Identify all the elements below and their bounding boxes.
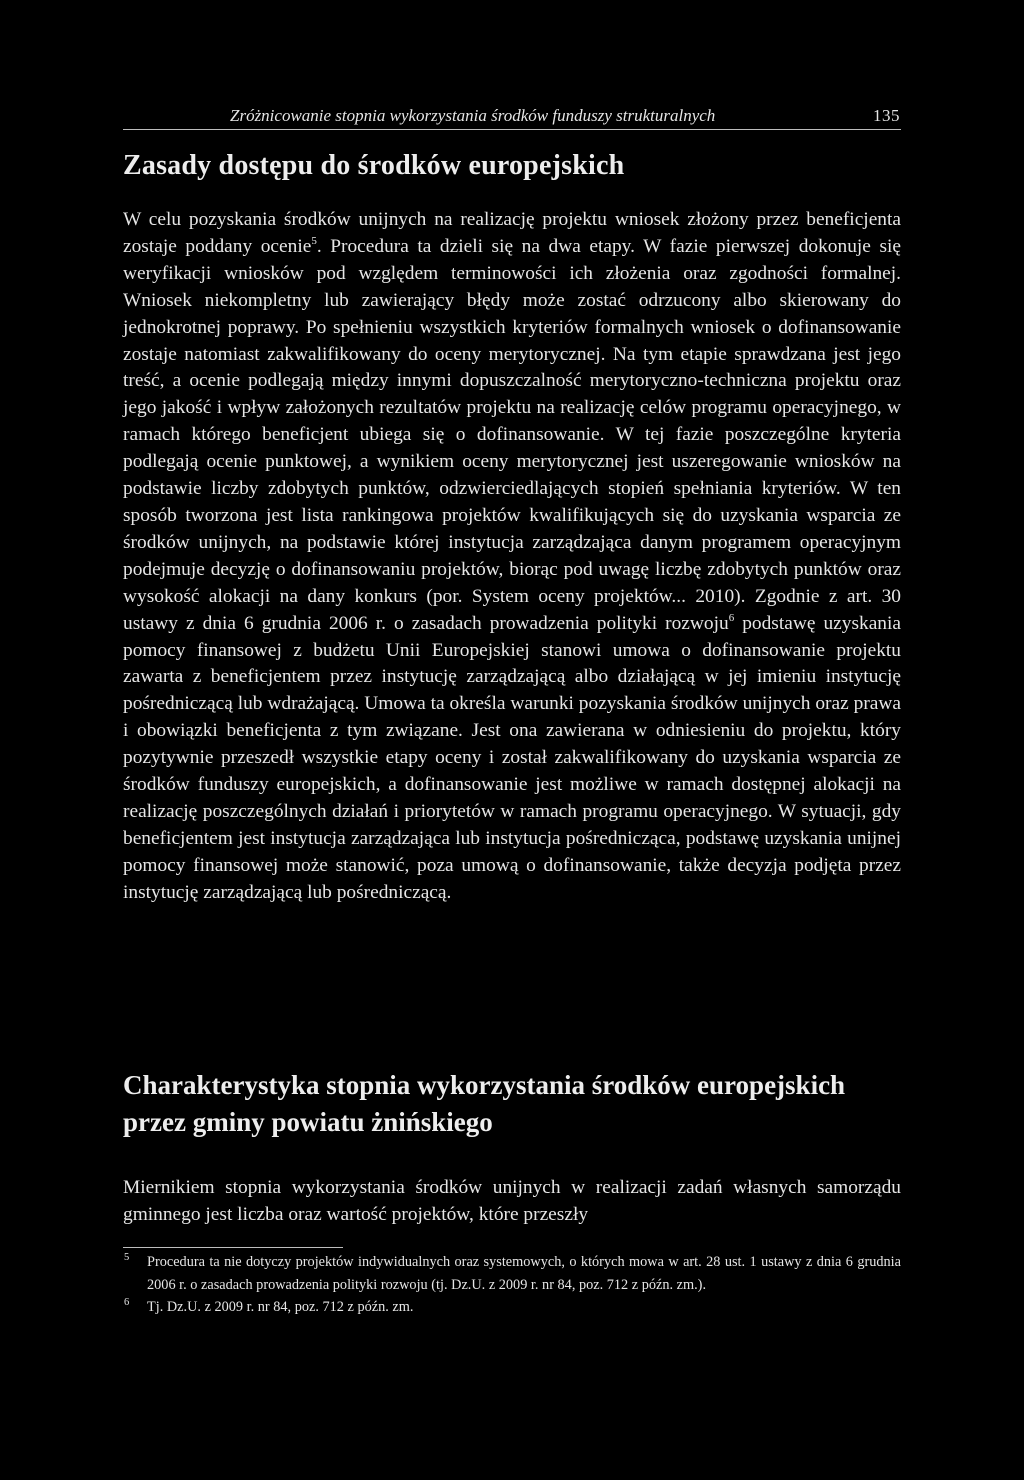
running-header (123, 103, 901, 130)
running-title: Zróżnicowanie stopnia wykorzystania środków funduszy strukturalnych (230, 106, 716, 125)
paragraph-text-part-2: . Procedura ta dzieli się na dwa etapy. W fazie pierwszej dokonuje się weryfikacji wniosków pod względem terminowości ich złożenia oraz zgodności formalnej. Wniosek niekompletny lub zawierający błędy może zostać odrzucony albo skierowany do jednokrotnej poprawy. Po spełnieniu wszystkich kryteriów formalnych wniosek o dofinansowanie zostaje natomiast zakwalifikowany do oceny merytorycznej. Na tym etapie sprawdzana jest jego treść, a ocenie podlegają między innymi dopuszczalność merytoryczno-techniczna projektu oraz jego jakość i wpływ założonych rezultatów projektu na realizację celów programu operacyjnego, w ramach którego beneficjent ubiega się o dofinansowanie. W tej fazie poszczególne kryteria podlegają ocenie punktowej, a wynikiem oceny merytorycznej jest uszeregowanie wniosków na podstawie liczby zdobytych punktów, odzwierciedlających stopień spełniania kryteriów. W ten sposób tworzona jest lista rankingowa projektów kwalifikujących się do uzyskania wsparcia ze środków unijnych, na podstawie której instytucja zarządzająca danym programem operacyjnym podejmuje decyzję o dofinansowaniu projektów, biorąc pod uwagę liczbę zdobytych punktów oraz wysokość alokacji na dany konkurs (por. System oceny projektów... 2010). Zgodnie z art. 30 ustawy z dnia 6 grudnia 2006 r. o zasadach prowadzenia polityki rozwoju (123, 235, 901, 634)
footnote-mark: 5 (124, 1252, 130, 1263)
footnote-reference-5[interactable]: 5 (311, 234, 317, 247)
footnote-mark: 6 (124, 1297, 130, 1309)
section-heading-characteristics: Charakterystyka stopnia wykorzystania środków europejskich przez gminy powiatu żnińskiego (123, 1070, 846, 1137)
footnote-text: Procedura ta nie dotyczy projektów indywidualnych oraz systemowych, o których mowa w art. 28 ust. 1 ustawy z dnia 6 grudnia 2006 r. o zasadach prowadzenia polityki rozwoju (tj. Dz.U. z 2009 r. nr 84, poz. 712 z późn. zm.). (147, 1254, 901, 1293)
body-paragraph-characteristics: Miernikiem stopnia wykorzystania środków unijnych w realizacji zadań własnych samorządu gminnego jest liczba oraz wartość projektów, które przeszły (123, 1177, 901, 1225)
paragraph-text-part-1: W celu pozyskania środków unijnych na realizację projektu wniosek złożony przez beneficjenta zostaje poddany ocenie (123, 209, 901, 257)
footnote-text: Tj. Dz.U. z 2009 r. nr 84, poz. 712 z późn. zm. (147, 1299, 414, 1316)
footnote-separator (123, 1247, 343, 1248)
footnote-5 (123, 1251, 901, 1296)
section-heading-access-rules: Zasady dostępu do środków europejskich (123, 150, 625, 181)
footnote-6 (123, 1296, 901, 1319)
footnotes (123, 1251, 901, 1319)
body-paragraph-access-rules (123, 207, 901, 907)
page-number: 135 (873, 106, 900, 125)
footnote-reference-6[interactable]: 6 (728, 611, 735, 624)
paragraph-text-part-3: podstawę uzyskania pomocy finansowej z budżetu Unii Europejskiej stanowi umowa o dofinansowanie projektu zawarta z beneficjentem przez instytucję zarządzającą albo działającą w jej imieniu instytucję pośredniczącą lub wdrażającą. Umowa ta określa warunki pozyskania środków unijnych oraz prawa i obowiązki beneficjenta z tym związane. Jest ona zawierana w odniesieniu do projektu, który pozytywnie przeszedł wszystkie etapy oceny i został zakwalifikowany do uzyskania wsparcia ze środków funduszy europejskich, a dofinansowanie jest możliwe w ramach dostępnej alokacji na realizację poszczególnych działań i priorytetów w ramach programu operacyjnego. W sytuacji, gdy beneficjentem jest instytucja zarządzająca lub instytucja pośrednicząca, podstawę uzyskania unijnej pomocy finansowej może stanowić, poza umową o dofinansowanie, także decyzja podjęta przez instytucję zarządzającą lub pośredniczącą. (123, 612, 901, 903)
